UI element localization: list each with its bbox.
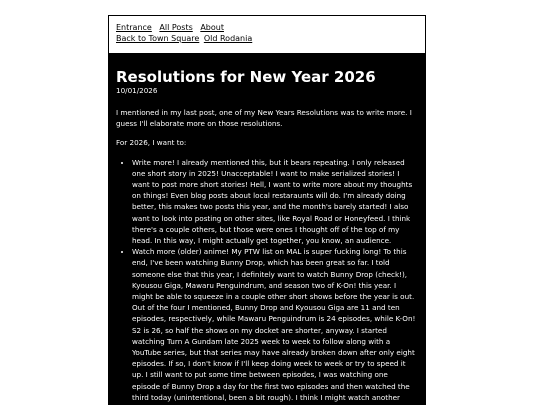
resolution-item-write: • Write more! I already mentioned this, but it bears repeating. I only released one short story in 2025! Unacceptable! I want to make serialized stories! I want to post more short stories! Hell, I want to write more about my thoughts on things! Even blog posts about local restaraunts will do. I'm already doing better, this makes two posts this year, and the month's barely started! I also want to look into posting on other sites, like Royal Road or Honeyfeed. I think there's a couple others, but those were ones I thought off of the top of my head. In this way, I might actually get together, you know, an audience. (132, 157, 418, 247)
nav-link-town-square[interactable]: Back to Town Square (116, 34, 200, 43)
site-nav (109, 16, 425, 53)
post-content (109, 53, 425, 414)
nav-link-about[interactable]: About (200, 23, 224, 32)
post-intro: I mentioned in my last post, one of my New Years Resolutions was to write more. I guess I'll elaborate more on those resolutions. (116, 108, 412, 129)
nav-row-secondary (116, 33, 425, 44)
resolution-list (116, 157, 418, 414)
nav-row-primary (116, 22, 425, 33)
post-lead: For 2026, I want to: (116, 138, 187, 148)
post-date: 10/01/2026 (116, 86, 158, 95)
page-container (108, 15, 426, 414)
nav-link-all-posts[interactable]: All Posts (159, 23, 193, 32)
nav-link-entrance[interactable]: Entrance (116, 23, 152, 32)
nav-link-old-rodania[interactable]: Old Rodania (203, 34, 253, 43)
resolution-item-anime: • Watch more (older) anime! My PTW list on MAL is super fucking long! To this end, I've been watching Bunny Drop, which has been great so far. I told someone else that this year, I definitely want to watch Bunny Drop (check!), Kyousou Giga, Mawaru Penguindrum, and season two of K-On! this year. I might be able to squeeze in a couple other short shows before the year is out. Out of the four I mentioned, Bunny Drop and Kyousou Giga are 11 and ten episodes, respectively, while Mawaru Penguindrum is 24 episodes, while K-On! S2 is 26, so half the shows on my docket are shorter, anyway. I started watching Turn A Gundam late 2025 week to week to follow along with a YouTube series, but that series may have already broken down after only eight episodes. If so, I don't know if I'll keep doing week to week or try to speed it up. I still want to put some time between episodes, I was watching one episode of Bunny Drop a day for the first two episodes and then watched the third today (unintentional, been a bit rough). I think I might watch another after I post this. (132, 246, 418, 414)
post-title: Resolutions for New Year 2026 (116, 68, 376, 86)
